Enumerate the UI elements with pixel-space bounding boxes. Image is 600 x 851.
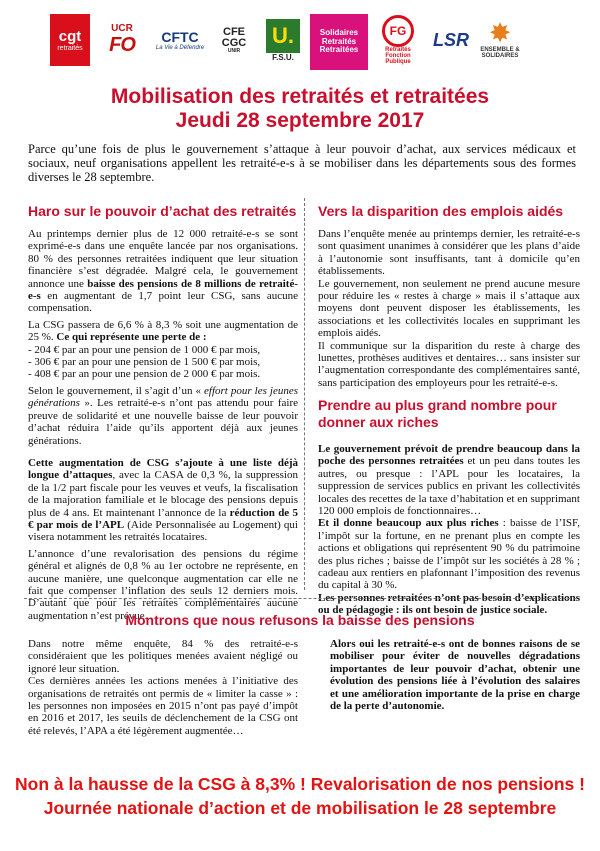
fsu-logo: U. F.S.U. bbox=[262, 14, 304, 66]
left-heading: Haro sur le pouvoir d’achat des retraités bbox=[28, 203, 297, 219]
loss-item: - 408 € par an pour une pension de 2 000 € par mois. bbox=[28, 368, 261, 381]
lsr-logo: LSR bbox=[433, 29, 469, 50]
left-paragraph-3: Selon le gouvernement, il s’agit d’un « effort pour les jeunes générations ». Les retraité-e-s n’ont pas attendu pour faire preuve de solidarité et une nouvelle baisse de leur pouvoir d’achat réduira l’aide qu’ils apportent déjà aux jeunes générations. bbox=[28, 384, 299, 447]
loss-list bbox=[28, 344, 298, 381]
right-heading-2: Prendre au plus grand nombre pour donner aux riches bbox=[318, 397, 557, 430]
right-paragraph-5: Et il donne beaucoup aux plus riches : baisse de l’ISF, l’impôt sur la fortune, en ne prenant plus en compte les actions et obligations qui représentent 90 % du patrimoine des plus riches ; baisse de l’impôt sur les sociétés à 28 % ; cadeau aux rentiers en plafonnant l’imposition des revenus du capital à 30 %. bbox=[318, 517, 581, 592]
union-logos bbox=[50, 14, 580, 72]
cgt-logo: cgt retraités bbox=[50, 14, 90, 66]
cftc-logo: CFTC La Vie à Défendre bbox=[155, 29, 205, 51]
bottom-right-column bbox=[330, 638, 580, 716]
fonction-publique-logo: FG Retraités Fonction Publique bbox=[374, 14, 422, 66]
solidaires-logo: Solidaires Retraités Retraitées bbox=[310, 14, 368, 70]
bottom-heading: Montrons que nous refusons la baisse des pensions bbox=[125, 612, 475, 628]
left-column bbox=[28, 228, 298, 626]
left-paragraph-4: Cette augmentation de CSG s’ajoute à une liste déjà longue d’attaques, avec la CASA de 0,3 %, la suppression de la 1/2 part fiscale pour les veuves et veufs, la fiscalisation de la majoration familiale et le blocage des pensions depuis plus de 4 ans. Et maintenant l’annonce de la réduction de 5 € par mois de l’APL (Aide Personnalisée au Logement) qui visera notamment les retraités locataires. bbox=[28, 456, 298, 544]
right-paragraph-6: Les personnes retraitées n’ont pas besoin d’explications ou de pédagogie : ils ont besoin de justice sociale. bbox=[318, 591, 580, 617]
bottom-left-paragraph-1: Dans notre même enquête, 84 % des retraité-e-s considéraient que les politiques menées avaient négligé ou ignoré leur situation. bbox=[28, 638, 298, 675]
page-subtitle-date: Jeudi 28 septembre 2017 bbox=[175, 109, 425, 132]
right-column-bottom bbox=[318, 443, 580, 621]
right-heading-1: Vers la disparition des emplois aidés bbox=[318, 203, 564, 219]
right-paragraph-4: Le gouvernement prévoit de prendre beaucoup dans la poche des personnes retraitées et un peu dans toutes les autres, ou presque : l’APL pour les locataires, la suppression de services publics en privant les collectivités locales des recettes de la taxe d’habitation et en supprimant 120 000 emplois de fonctionnaires… bbox=[318, 443, 580, 518]
left-paragraph-5: L’annonce d’une revalorisation des pensions du régime général et alignés de 0,8 % au 1er octobre ne représente, en aucune manière, une quelconque augmentation car elle ne fait que compenser l’inflation des seuls 12 derniers mois. D’autant que pour les retraites complémentaires aucune augmentation n’est prévue. bbox=[28, 547, 298, 622]
bottom-left-paragraph-2: Ces dernières années les actions menées à l’initiative des organisations de retraités ont permis de « limiter la casse » : les personnes non imposées en 2015 n’ont pas payé d’impôt en 2016 et 2017, les seuils de déclenchement de la CSG ont été relevés, l’APA a été légèrement augmentée… bbox=[28, 675, 298, 737]
footer-slogan-1: Non à la hausse de la CSG à 8,3% ! Revalorisation de nos pensions ! bbox=[15, 774, 585, 794]
left-paragraph-1: Au printemps dernier plus de 12 000 retraité-e-s se sont exprimé-e-s dans une enquête lancée par nos organisations. 80 % des personnes retraitées indiquent que leur situation financière s’est dégradée. Malgré cela, le gouvernement annonce une baisse des pensions de 8 millions de retraité-e-s en augmentant de 1,7 point leur CSG, sans aucune compensation. bbox=[28, 228, 299, 315]
right-paragraph-3: Il communique sur la disparition du reste à charge des lunettes, prothèses auditives et dentaires… sans insister sur l’augmentation correspondante des complémentaires santé, sans participation des employeurs pour les retraité-e-s. bbox=[318, 339, 580, 389]
right-paragraph-1: Dans l’enquête menée au printemps dernier, les retraité-e-s sont quasiment unanimes à considérer que les plans d’aide à l’autonomie sont insuffisants, tant à domicile qu’en établissements. bbox=[318, 228, 580, 278]
section-divider bbox=[24, 598, 576, 599]
column-divider bbox=[304, 198, 305, 590]
left-paragraph-2: La CSG passera de 6,6 % à 8,3 % soit une augmentation de 25 %. Ce qui représente une perte de : bbox=[28, 318, 298, 344]
intro-paragraph: Parce qu’une fois de plus le gouvernement s’attaque à leur pouvoir d’achat, aux services médicaux et sociaux, neuf organisations appellent les retraité-e-s à se mobiliser dans les départements sous des formes diverses le 28 septembre. bbox=[28, 142, 576, 184]
bottom-right-paragraph: Alors oui les retraité-e-s ont de bonnes raisons de se mobiliser pour éviter de nouvelles dégradations importantes de leur pouvoir d’achat, obtenir une évolution des pensions liée à l’évolution des salaires et une amélioration importante de la prise en charge de la perte d’autonomie. bbox=[330, 638, 580, 713]
footer-slogan-2: Journée nationale d’action et de mobilisation le 28 septembre bbox=[43, 798, 557, 818]
ucr-fo-logo: UCR FO bbox=[109, 23, 135, 56]
right-paragraph-2: Le gouvernement, non seulement ne prend aucune mesure pour réduire les « restes à charge » mais il s’attaque aux moyens dont peuvent disposer les établissements, les associations et les collectivités locales en supprimant les emplois aidés. bbox=[318, 277, 580, 340]
right-column-top bbox=[318, 228, 580, 393]
ensemble-solidaires-logo: ✸ ENSEMBLE & SOLIDAIRES bbox=[480, 20, 520, 59]
bottom-left-column bbox=[28, 638, 298, 741]
loss-item: - 306 € par an pour une pension de 1 500 € par mois, bbox=[28, 356, 261, 369]
cfe-cgc-logo: CFE CGC UNIR bbox=[221, 25, 247, 54]
loss-item: - 204 € par an pour une pension de 1 000 € par mois, bbox=[28, 343, 261, 356]
page-title: Mobilisation des retraités et retraitées bbox=[110, 85, 490, 108]
